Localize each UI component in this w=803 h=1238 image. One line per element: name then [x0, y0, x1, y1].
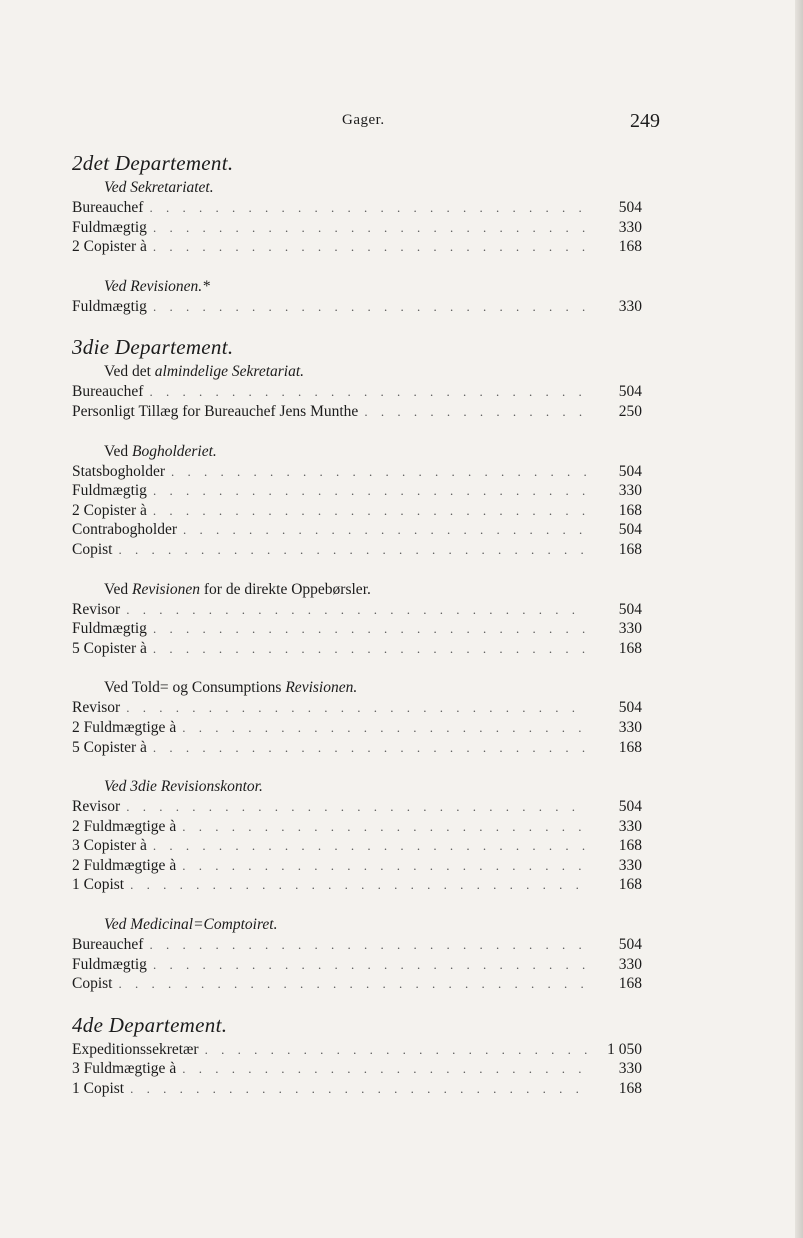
- salary-row: [72, 501, 642, 521]
- subsection-heading: [72, 178, 642, 198]
- salary-value: 330: [618, 955, 642, 973]
- position-label: Revisor: [72, 600, 121, 618]
- salary-value: 330: [618, 718, 642, 736]
- salary-value: 168: [618, 238, 642, 256]
- position-label: Personligt Tillæg for Bureauchef Jens Munthe: [72, 402, 359, 420]
- salary-row: [72, 718, 642, 738]
- position-label: Fuldmægtig: [72, 297, 147, 315]
- dot-leader: [149, 198, 588, 218]
- subsection-heading-text: Ved Medicinal=Comptoiret.: [104, 916, 278, 934]
- salary-value: 168: [618, 501, 642, 519]
- salary-value: 250: [618, 402, 642, 420]
- salary-row: [72, 856, 642, 876]
- subsection-heading-prefix: Ved: [104, 580, 132, 598]
- salary-value: 330: [618, 297, 642, 315]
- page-edge: [795, 0, 803, 1238]
- position-label: Revisor: [72, 699, 121, 717]
- position-label: Copist: [72, 975, 113, 993]
- subsection-heading-prefix: Ved Told= og Consumptions: [104, 679, 286, 697]
- salary-value: 330: [618, 1060, 642, 1078]
- salary-value: 330: [618, 482, 642, 500]
- salary-value: 168: [618, 738, 642, 756]
- salary-row: [72, 1059, 642, 1079]
- salary-row: [72, 875, 642, 895]
- position-label: 1 Copist: [72, 876, 125, 894]
- salary-value: 504: [618, 521, 642, 539]
- subsection-heading-prefix: Ved det: [104, 363, 155, 381]
- dot-leader: [171, 462, 588, 482]
- salary-row: [72, 481, 642, 501]
- running-head: Gager.: [342, 112, 385, 128]
- position-label: Fuldmægtig: [72, 218, 147, 236]
- salary-row: [72, 198, 642, 218]
- dot-leader: [153, 619, 588, 639]
- subsection-heading: [72, 442, 642, 462]
- subsection-heading-text: Ved Revisionen.*: [104, 277, 210, 295]
- salary-row: [72, 237, 642, 257]
- salary-value: 504: [618, 936, 642, 954]
- group-spacer: [72, 422, 642, 442]
- salary-value: 168: [618, 639, 642, 657]
- salary-row: [72, 817, 642, 837]
- dot-leader: [182, 718, 588, 738]
- salary-row: [72, 462, 642, 482]
- group-spacer: [72, 757, 642, 777]
- dot-leader: [153, 297, 588, 317]
- position-label: Expeditionssekretær: [72, 1040, 199, 1058]
- salary-value: 504: [618, 600, 642, 618]
- page-header: [72, 110, 660, 138]
- salary-value: 330: [618, 817, 642, 835]
- subsection-heading-prefix: Ved: [104, 442, 132, 460]
- subsection-heading-text: Ved Sekretariatet.: [104, 179, 214, 196]
- salary-row: [72, 600, 642, 620]
- position-label: 5 Copister à: [72, 639, 147, 657]
- salary-row: [72, 698, 642, 718]
- subsection-heading-suffix: for de direkte Oppebørsler.: [200, 580, 371, 598]
- position-label: Bureauchef: [72, 383, 144, 401]
- salary-row: [72, 639, 642, 659]
- dot-leader: [149, 935, 588, 955]
- subsection-heading-italic: Revisionen.: [285, 679, 358, 697]
- dot-leader: [153, 639, 588, 659]
- salary-value: 504: [618, 462, 642, 480]
- dot-leader: [149, 382, 588, 402]
- salary-row: [72, 382, 642, 402]
- page-number: 249: [630, 110, 660, 132]
- salary-value: 168: [618, 540, 642, 558]
- position-label: Revisor: [72, 798, 121, 816]
- group-spacer: [72, 895, 642, 915]
- position-label: 5 Copister à: [72, 738, 147, 756]
- position-label: Fuldmægtig: [72, 482, 147, 500]
- dot-leader: [183, 520, 588, 540]
- dot-leader: [130, 875, 588, 895]
- salary-row: [72, 297, 642, 317]
- position-label: Statsbogholder: [72, 462, 165, 480]
- salary-value: 504: [618, 383, 642, 401]
- department-heading: 3die Departement.: [72, 335, 234, 360]
- salary-row: [72, 540, 642, 560]
- department-section: [72, 332, 642, 993]
- salary-value: 168: [618, 837, 642, 855]
- salary-row: [72, 1079, 642, 1099]
- subsection-heading: [72, 777, 642, 797]
- dot-leader: [118, 540, 588, 560]
- position-label: 2 Copister à: [72, 238, 147, 256]
- dot-leader: [182, 856, 588, 876]
- salary-row: [72, 218, 642, 238]
- dot-leader: [182, 817, 588, 837]
- dot-leader: [182, 1059, 588, 1079]
- group-spacer: [72, 257, 642, 277]
- group-spacer: [72, 658, 642, 678]
- dot-leader: [118, 974, 588, 994]
- dot-leader: [153, 738, 588, 758]
- subsection-heading: [72, 678, 642, 698]
- salary-value: 330: [618, 218, 642, 236]
- position-label: 2 Fuldmægtige à: [72, 817, 177, 835]
- salary-value: 168: [618, 1080, 642, 1098]
- dot-leader: [153, 481, 588, 501]
- position-label: Fuldmægtig: [72, 955, 147, 973]
- salary-row: [72, 738, 642, 758]
- department-heading: 2det Departement.: [72, 151, 234, 175]
- position-label: Bureauchef: [72, 199, 144, 216]
- salary-row: [72, 955, 642, 975]
- salary-value: 330: [618, 620, 642, 638]
- dot-leader: [153, 501, 588, 521]
- position-label: Bureauchef: [72, 936, 144, 954]
- subsection-heading-italic: Bogholderiet.: [131, 442, 217, 460]
- subsection-heading: [72, 277, 642, 297]
- dot-leader: [153, 237, 588, 257]
- salary-value: 1 050: [607, 1040, 642, 1058]
- position-label: Copist: [72, 540, 113, 558]
- salary-row: [72, 619, 642, 639]
- position-label: Fuldmægtig: [72, 620, 147, 638]
- position-label: 3 Fuldmægtige à: [72, 1060, 177, 1078]
- dot-leader: [205, 1040, 588, 1060]
- salary-value: 504: [618, 798, 642, 816]
- subsection-heading-italic: almindelige Sekretariat.: [154, 363, 305, 381]
- salary-value: 504: [618, 699, 642, 717]
- salary-value: 330: [618, 856, 642, 874]
- salary-row: [72, 836, 642, 856]
- subsection-heading: [72, 580, 642, 600]
- subsection-heading: [72, 362, 642, 382]
- salary-value: 504: [618, 199, 642, 216]
- department-heading: 4de Departement.: [72, 1012, 228, 1037]
- page-content: [72, 148, 642, 1099]
- salary-row: [72, 402, 642, 422]
- subsection-heading-text: Ved 3die Revisionskontor.: [104, 778, 263, 796]
- position-label: 1 Copist: [72, 1080, 125, 1098]
- subsection-heading-italic: Revisionen: [131, 580, 200, 598]
- position-label: 3 Copister à: [72, 837, 147, 855]
- subsection-heading: [72, 915, 642, 935]
- salary-value: 168: [618, 975, 642, 993]
- salary-row: [72, 935, 642, 955]
- salary-row: [72, 520, 642, 540]
- dot-leader: [126, 600, 588, 620]
- department-section: [72, 148, 642, 316]
- salary-row: [72, 797, 642, 817]
- salary-row: [72, 1040, 642, 1060]
- salary-value: 168: [618, 876, 642, 894]
- position-label: 2 Copister à: [72, 501, 147, 519]
- dot-leader: [153, 836, 588, 856]
- group-spacer: [72, 560, 642, 580]
- dot-leader: [153, 955, 588, 975]
- position-label: Contrabogholder: [72, 521, 178, 539]
- salary-row: [72, 974, 642, 994]
- position-label: 2 Fuldmægtige à: [72, 856, 177, 874]
- dot-leader: [126, 698, 588, 718]
- position-label: 2 Fuldmægtige à: [72, 718, 177, 736]
- dot-leader: [364, 402, 588, 422]
- department-section: [72, 1010, 642, 1099]
- dot-leader: [130, 1079, 588, 1099]
- dot-leader: [153, 218, 588, 238]
- dot-leader: [126, 797, 588, 817]
